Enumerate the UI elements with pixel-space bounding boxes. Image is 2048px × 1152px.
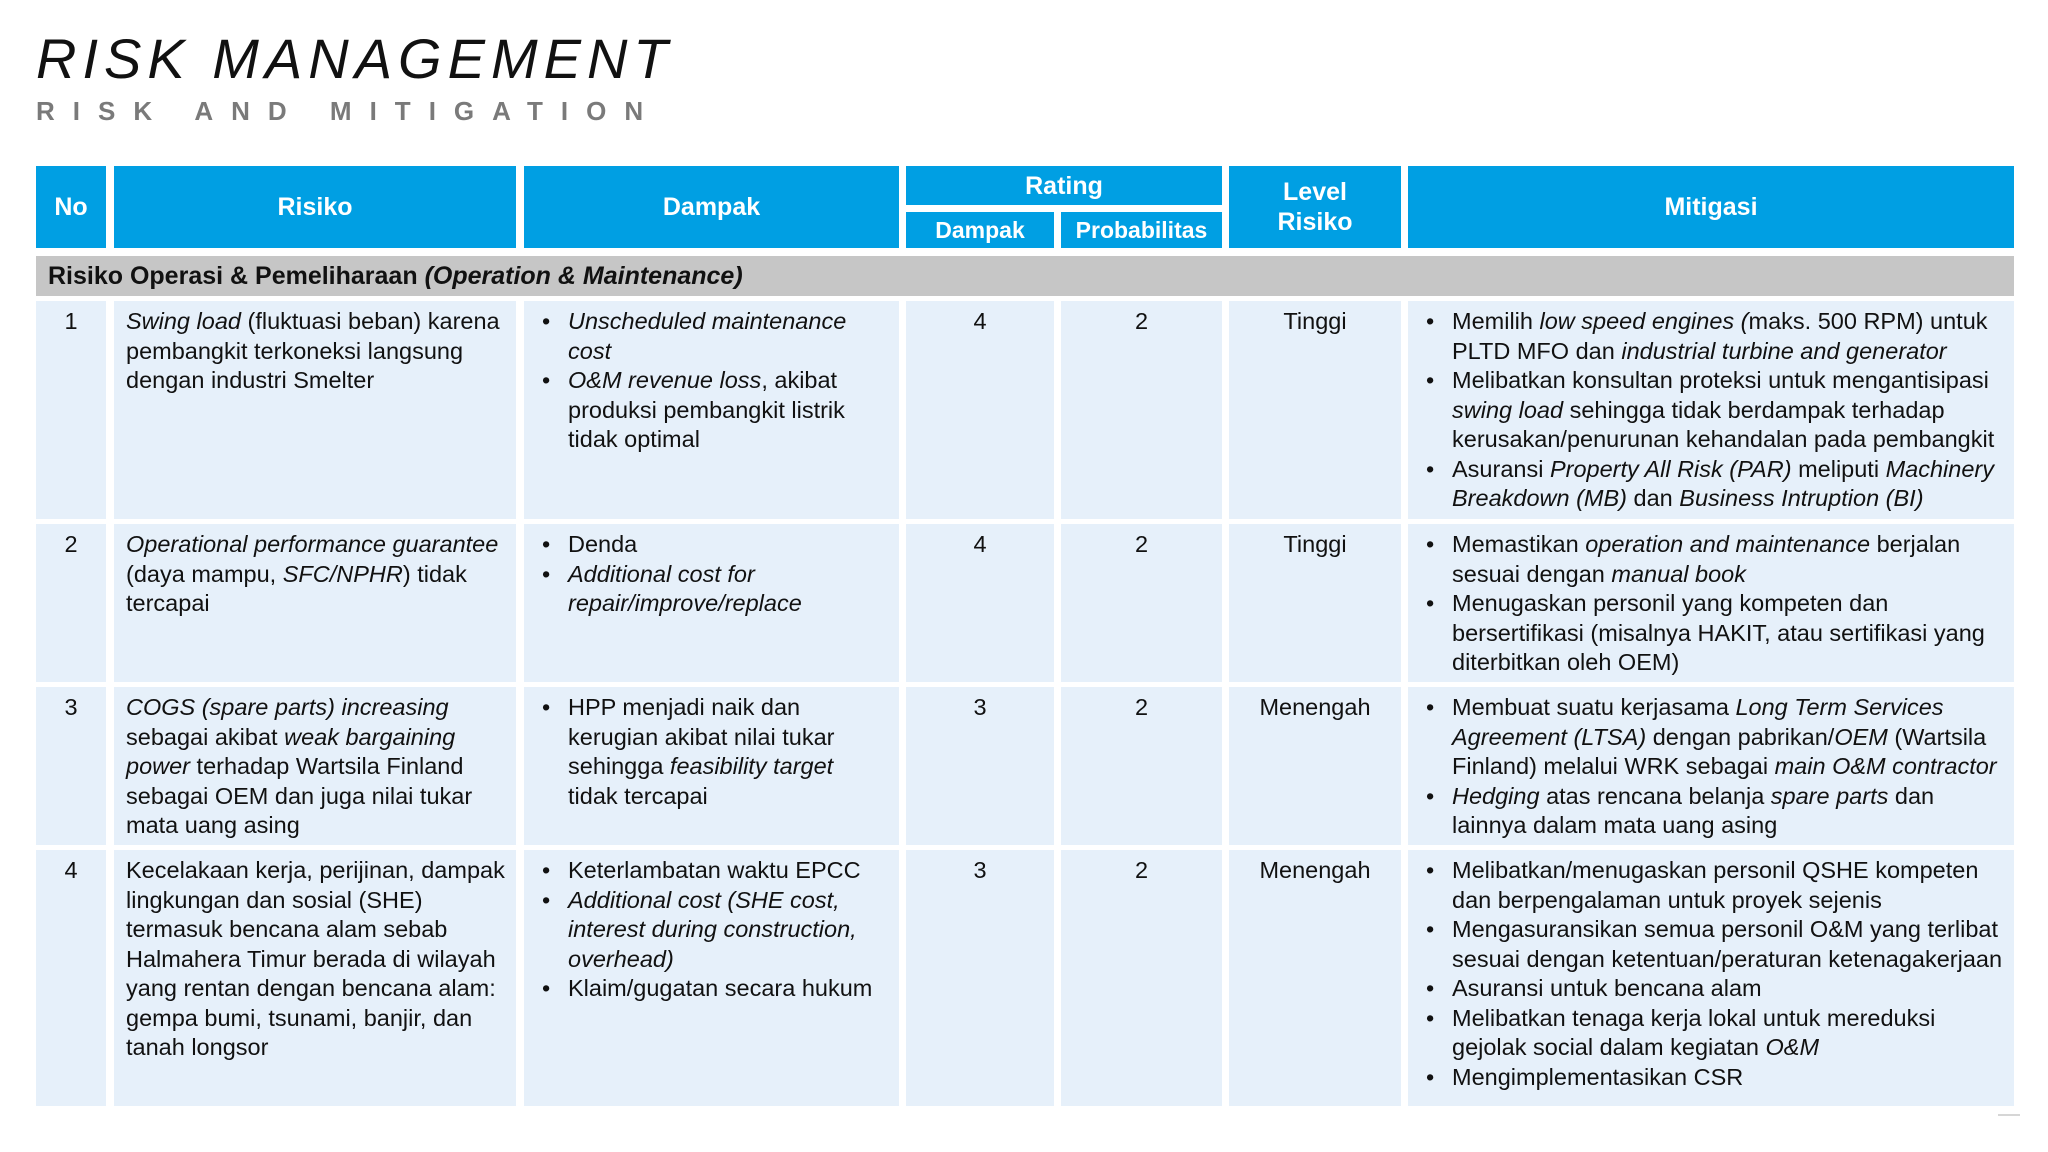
bullet-item: • Klaim/gugatan secara hukum (536, 974, 889, 1004)
bullet-item: • Additional cost for repair/improve/replace (536, 560, 889, 619)
table-cell-rating-dampak: 4 (906, 524, 1054, 682)
table-cell-risiko: Swing load (fluktuasi beban) karena pembangkit terkoneksi langsung dengan industri Smelter (114, 301, 516, 519)
bullet-list (1420, 693, 2004, 841)
bullet-item: • Mengasuransikan semua personil O&M yang terlibat sesuai dengan ketentuan/peraturan ketenagakerjaan (1420, 915, 2004, 974)
table-cell-no: 3 (36, 687, 106, 845)
header-level-risiko-label: Level Risiko (1277, 178, 1353, 236)
bullet-list (536, 530, 889, 619)
bullet-list (536, 693, 889, 811)
bullet-list (1420, 856, 2004, 1092)
bullet-list (536, 307, 889, 455)
table-cell-level: Menengah (1229, 687, 1401, 845)
header-rating-dampak (906, 212, 1054, 248)
header-dampak (524, 166, 899, 248)
header-no (36, 166, 106, 248)
bullet-item: • HPP menjadi naik dan kerugian akibat nilai tukar sehingga feasibility target tidak tercapai (536, 693, 889, 811)
bullet-item: • Asuransi untuk bencana alam (1420, 974, 2004, 1004)
table-cell-risiko: COGS (spare parts) increasing sebagai akibat weak bargaining power terhadap Wartsila Finland sebagai OEM dan juga nilai tukar mata uang asing (114, 687, 516, 845)
table-cell-rating-dampak: 3 (906, 850, 1054, 1106)
header-rating (906, 166, 1222, 205)
header-rating-dampak-label: Dampak (935, 217, 1025, 243)
bullet-item: • Melibatkan/menugaskan personil QSHE kompeten dan berpengalaman untuk proyek sejenis (1420, 856, 2004, 915)
table-cell-rating-probabilitas: 2 (1061, 850, 1222, 1106)
table-cell-rating-dampak: 4 (906, 301, 1054, 519)
table-cell-level: Tinggi (1229, 301, 1401, 519)
table-cell-mitigasi (1408, 524, 2014, 682)
table-cell-rating-probabilitas: 2 (1061, 687, 1222, 845)
section-operasi-pemeliharaan (36, 256, 2014, 296)
bullet-item: • Hedging atas rencana belanja spare parts dan lainnya dalam mata uang asing (1420, 782, 2004, 841)
header-mitigasi-label: Mitigasi (1664, 193, 1758, 221)
table-cell-risiko: Kecelakaan kerja, perijinan, dampak lingkungan dan sosial (SHE) termasuk bencana alam sebab Halmahera Timur berada di wilayah yang rentan dengan bencana alam: gempa bumi, tsunami, banjir, dan tanah longsor (114, 850, 516, 1106)
table-cell-rating-probabilitas: 2 (1061, 524, 1222, 682)
bullet-list (1420, 530, 2004, 678)
bullet-item: • Mengimplementasikan CSR (1420, 1063, 2004, 1093)
bullet-item: • Memastikan operation and maintenance berjalan sesuai dengan manual book (1420, 530, 2004, 589)
bullet-list (536, 856, 889, 1004)
header-mitigasi (1408, 166, 2014, 248)
table-cell-dampak (524, 301, 899, 519)
bullet-item: • Keterlambatan waktu EPCC (536, 856, 889, 886)
page-title: RISK MANAGEMENT (36, 27, 674, 90)
header-level-risiko (1229, 166, 1401, 248)
bullet-item: • Menugaskan personil yang kompeten dan bersertifikasi (misalnya HAKIT, atau sertifikasi yang diterbitkan oleh OEM) (1420, 589, 2004, 678)
table-cell-no: 4 (36, 850, 106, 1106)
bullet-item: • Melibatkan tenaga kerja lokal untuk mereduksi gejolak social dalam kegiatan O&M (1420, 1004, 2004, 1063)
table-cell-rating-dampak: 3 (906, 687, 1054, 845)
bullet-item: • Denda (536, 530, 889, 560)
table-cell-rating-probabilitas: 2 (1061, 301, 1222, 519)
bullet-list (1420, 307, 2004, 514)
table-cell-mitigasi (1408, 687, 2014, 845)
bullet-item: • Membuat suatu kerjasama Long Term Services Agreement (LTSA) dengan pabrikan/OEM (Wartsila Finland) melalui WRK sebagai main O&M contractor (1420, 693, 2004, 782)
table-cell-level: Menengah (1229, 850, 1401, 1106)
header-dampak-label: Dampak (662, 193, 761, 221)
bullet-item: • Unscheduled maintenance cost (536, 307, 889, 366)
bullet-item: • O&M revenue loss, akibat produksi pembangkit listrik tidak optimal (536, 366, 889, 455)
table-cell-no: 2 (36, 524, 106, 682)
bullet-item: • Memilih low speed engines (maks. 500 RPM) untuk PLTD MFO dan industrial turbine and generator (1420, 307, 2004, 366)
header-rating-probabilitas-label: Probabilitas (1075, 217, 1208, 243)
bullet-item: • Melibatkan konsultan proteksi untuk mengantisipasi swing load sehingga tidak berdampak terhadap kerusakan/penurunan kehandalan pada pembangkit (1420, 366, 2004, 455)
table-cell-risiko: Operational performance guarantee (daya mampu, SFC/NPHR) tidak tercapai (114, 524, 516, 682)
section-label: Risiko Operasi & Pemeliharaan (48, 262, 418, 290)
table-cell-dampak (524, 850, 899, 1106)
page-subtitle: RISK AND MITIGATION (36, 96, 662, 126)
header-rating-label: Rating (1025, 171, 1103, 200)
table-cell-dampak (524, 687, 899, 845)
page-marker (1998, 1114, 2020, 1116)
header-no-label: No (54, 193, 88, 221)
table-cell-level: Tinggi (1229, 524, 1401, 682)
table-cell-mitigasi (1408, 850, 2014, 1106)
header-risiko (114, 166, 516, 248)
table-cell-no: 1 (36, 301, 106, 519)
table-cell-mitigasi (1408, 301, 2014, 519)
header-risiko-label: Risiko (277, 193, 353, 221)
bullet-item: • Additional cost (SHE cost, interest during construction, overhead) (536, 886, 889, 975)
bullet-item: • Asuransi Property All Risk (PAR) meliputi Machinery Breakdown (MB) dan Business Intruption (BI) (1420, 455, 2004, 514)
header-rating-probabilitas (1061, 212, 1222, 248)
section-label-en: (Operation & Maintenance) (424, 262, 743, 290)
table-cell-dampak (524, 524, 899, 682)
